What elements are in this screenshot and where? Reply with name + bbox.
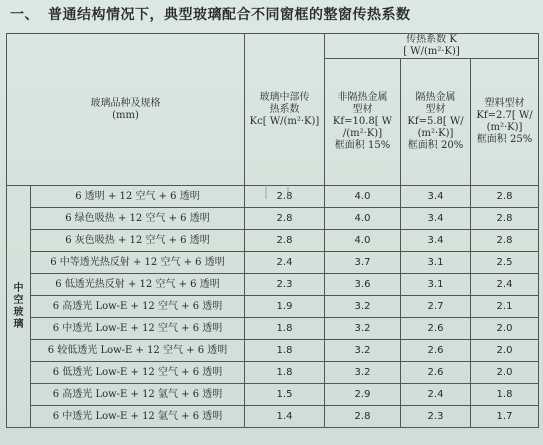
header-frame3-line1: 塑料型材 bbox=[484, 98, 525, 109]
k-nonthermal-metal-cell: 2.9 bbox=[325, 384, 401, 406]
header-frame1-line4: /(m²·K)] bbox=[342, 128, 383, 139]
header-frame2-line1: 隔热金属 bbox=[415, 92, 456, 103]
k-plastic-cell: 1.8 bbox=[471, 384, 539, 406]
center-k-cell: 2.8 bbox=[245, 230, 325, 252]
k-thermal-metal-cell: 2.6 bbox=[401, 340, 471, 362]
glass-spec-cell: 6 低透光 Low-E + 12 空气 + 6 透明 bbox=[31, 362, 245, 384]
header-frame3-line3: (m²·K)] bbox=[486, 122, 523, 133]
section-heading bbox=[10, 6, 535, 24]
table-row bbox=[7, 384, 539, 406]
header-frame-plastic bbox=[471, 59, 539, 186]
group-label-insulating-glass bbox=[7, 186, 31, 428]
k-nonthermal-metal-cell: 3.7 bbox=[325, 252, 401, 274]
table-row bbox=[7, 296, 539, 318]
header-frame2-line2: 型材 bbox=[425, 104, 446, 115]
k-plastic-cell: 2.5 bbox=[471, 252, 539, 274]
table-row bbox=[7, 274, 539, 296]
center-k-cell: 1.5 bbox=[245, 384, 325, 406]
glass-spec-cell: 6 高透光 Low-E + 12 氩气 + 6 透明 bbox=[31, 384, 245, 406]
scan-artifact-mark bbox=[265, 185, 289, 199]
header-k-group bbox=[325, 34, 539, 59]
k-nonthermal-metal-cell: 4.0 bbox=[325, 208, 401, 230]
k-thermal-metal-cell: 3.4 bbox=[401, 208, 471, 230]
header-glass-type-line1: 玻璃品种及规格 bbox=[90, 97, 161, 109]
k-nonthermal-metal-cell: 3.6 bbox=[325, 274, 401, 296]
k-plastic-cell: 2.0 bbox=[471, 318, 539, 340]
header-frame2-line5: 框面积 20% bbox=[407, 140, 464, 151]
glass-spec-cell: 6 绿色吸热 + 12 空气 + 6 透明 bbox=[31, 208, 245, 230]
k-plastic-cell: 2.8 bbox=[471, 230, 539, 252]
k-plastic-cell: 2.1 bbox=[471, 296, 539, 318]
header-frame3-line4: 框面积 25% bbox=[476, 134, 533, 145]
glass-spec-cell: 6 中等透光热反射 + 12 空气 + 6 透明 bbox=[31, 252, 245, 274]
header-frame1-line2: 型材 bbox=[352, 104, 373, 115]
k-thermal-metal-cell: 3.1 bbox=[401, 274, 471, 296]
table-row bbox=[7, 318, 539, 340]
glass-spec-cell: 6 灰色吸热 + 12 空气 + 6 透明 bbox=[31, 230, 245, 252]
header-frame3-line2: Kf=2.7[ W/ bbox=[476, 110, 533, 121]
k-plastic-cell: 2.0 bbox=[471, 362, 539, 384]
k-plastic-cell: 2.4 bbox=[471, 274, 539, 296]
k-thermal-metal-cell: 3.4 bbox=[401, 230, 471, 252]
glass-spec-cell: 6 较低透光 Low-E + 12 空气 + 6 透明 bbox=[31, 340, 245, 362]
table-row bbox=[7, 406, 539, 428]
k-nonthermal-metal-cell: 3.2 bbox=[325, 340, 401, 362]
k-plastic-cell: 2.8 bbox=[471, 186, 539, 208]
glass-spec-cell: 6 低透光热反射 + 12 空气 + 6 透明 bbox=[31, 274, 245, 296]
center-k-cell: 2.8 bbox=[245, 208, 325, 230]
center-k-cell: 2.3 bbox=[245, 274, 325, 296]
table-row bbox=[7, 230, 539, 252]
glass-spec-cell: 6 高透光 Low-E + 12 空气 + 6 透明 bbox=[31, 296, 245, 318]
center-k-cell: 1.4 bbox=[245, 406, 325, 428]
header-center-k-line2: 热系数 bbox=[269, 103, 300, 115]
header-frame-nonthermal-metal bbox=[325, 59, 401, 186]
k-thermal-metal-cell: 2.6 bbox=[401, 318, 471, 340]
header-center-k bbox=[245, 34, 325, 186]
k-thermal-metal-cell: 2.3 bbox=[401, 406, 471, 428]
k-plastic-cell: 1.7 bbox=[471, 406, 539, 428]
k-thermal-metal-cell: 3.4 bbox=[401, 186, 471, 208]
center-k-cell: 2.4 bbox=[245, 252, 325, 274]
center-k-cell: 1.8 bbox=[245, 362, 325, 384]
k-nonthermal-metal-cell: 2.8 bbox=[325, 406, 401, 428]
section-title: 普通结构情况下，典型玻璃配合不同窗框的整窗传热系数 bbox=[48, 7, 411, 23]
table-row bbox=[7, 252, 539, 274]
k-thermal-metal-cell: 3.1 bbox=[401, 252, 471, 274]
header-frame1-line5: 框面积 15% bbox=[334, 140, 391, 151]
k-thermal-metal-cell: 2.6 bbox=[401, 362, 471, 384]
center-k-cell: 1.8 bbox=[245, 318, 325, 340]
group-label-char: 璃 bbox=[13, 318, 24, 330]
k-nonthermal-metal-cell: 3.2 bbox=[325, 362, 401, 384]
glass-spec-cell: 6 中透光 Low-E + 12 空气 + 6 透明 bbox=[31, 318, 245, 340]
glass-spec-cell: 6 透明 + 12 空气 + 6 透明 bbox=[31, 186, 245, 208]
header-frame2-line3: Kf=5.8[ W/ bbox=[407, 116, 464, 127]
k-nonthermal-metal-cell: 3.2 bbox=[325, 318, 401, 340]
header-center-k-line1: 玻璃中部传 bbox=[259, 91, 310, 103]
glass-spec-cell: 6 中透光 Low-E + 12 氩气 + 6 透明 bbox=[31, 406, 245, 428]
header-frame-thermal-metal bbox=[401, 59, 471, 186]
table-row bbox=[7, 208, 539, 230]
k-nonthermal-metal-cell: 4.0 bbox=[325, 230, 401, 252]
header-k-group-line1: 传热系数 K bbox=[406, 34, 457, 45]
k-thermal-metal-cell: 2.4 bbox=[401, 384, 471, 406]
header-frame2-line4: (m²·K)] bbox=[417, 128, 454, 139]
k-nonthermal-metal-cell: 4.0 bbox=[325, 186, 401, 208]
k-nonthermal-metal-cell: 3.2 bbox=[325, 296, 401, 318]
header-glass-type bbox=[7, 34, 245, 186]
k-plastic-cell: 2.0 bbox=[471, 340, 539, 362]
k-thermal-metal-cell: 2.7 bbox=[401, 296, 471, 318]
group-label-char: 空 bbox=[13, 294, 24, 306]
section-number: 一、 bbox=[10, 7, 39, 23]
header-glass-type-line2: (mm) bbox=[112, 109, 139, 121]
header-k-group-line2: [ W/(m²·K)] bbox=[403, 46, 460, 57]
header-frame1-line1: 非隔热金属 bbox=[337, 92, 388, 103]
group-label-char: 中 bbox=[13, 282, 24, 294]
table-row bbox=[7, 340, 539, 362]
header-row-1 bbox=[7, 34, 539, 59]
center-k-cell: 1.8 bbox=[245, 340, 325, 362]
heat-transfer-table bbox=[6, 33, 539, 428]
group-label-char: 玻 bbox=[13, 306, 24, 318]
center-k-cell: 1.9 bbox=[245, 296, 325, 318]
table-row bbox=[7, 362, 539, 384]
k-plastic-cell: 2.8 bbox=[471, 208, 539, 230]
center-k-cell: 2.8 bbox=[245, 186, 325, 208]
header-center-k-line3: Kc[ W/(m²·K)] bbox=[249, 115, 320, 127]
header-frame1-line3: Kf=10.8[ W bbox=[332, 116, 393, 127]
